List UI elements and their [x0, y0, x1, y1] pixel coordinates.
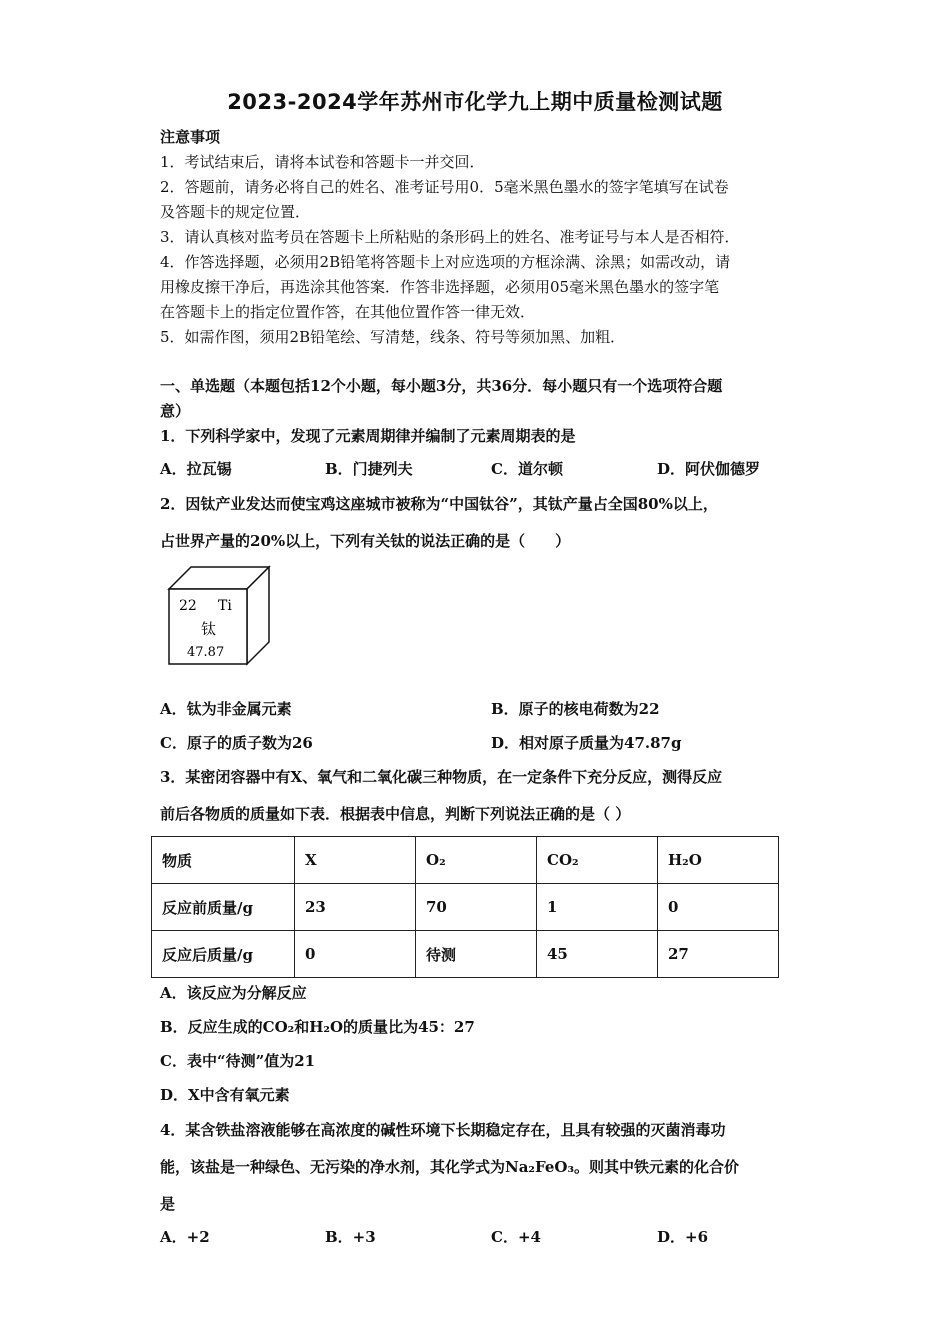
question-4-stem-end: 是: [160, 1195, 176, 1213]
q3-option-a: A．该反应为分解反应: [160, 984, 307, 1002]
notice-line: 1．考试结束后，请将本试卷和答题卡一并交回．: [160, 153, 485, 171]
q3-option-c: C．表中“待测”值为21: [160, 1052, 316, 1070]
element-symbol: Ti: [218, 598, 232, 614]
element-name: 钛: [201, 620, 217, 638]
q1-option-a: A．拉瓦锡: [160, 460, 232, 478]
question-1-stem: 1．下列科学家中，发现了元素周期律并编制了元素周期表的是: [160, 427, 576, 445]
notice-line: 3．请认真核对监考员在答题卡上所粘贴的条形码上的姓名、准考证号与本人是否相符．: [160, 228, 740, 246]
table-cell: 70: [416, 884, 537, 931]
question-4-stem: 4．某含铁盐溶液能够在高浓度的碱性环境下长期稳定存在，且具有较强的灭菌消毒功: [160, 1121, 726, 1139]
question-2-stem-cont: 占世界产量的20%以上，下列有关钛的说法正确的是（ ）: [160, 532, 571, 550]
table-cell: H₂O: [658, 837, 779, 884]
q4-option-b: B．+3: [325, 1228, 376, 1246]
table-cell: 反应前质量/g: [152, 884, 295, 931]
table-cell: 0: [658, 884, 779, 931]
q1-option-d: D．阿伏伽德罗: [657, 460, 761, 478]
notice-line: 4．作答选择题，必须用2B铅笔将答题卡上对应选项的方框涂满、涂黑；如需改动，请: [160, 253, 731, 271]
table-cell: 1: [537, 884, 658, 931]
table-row: [152, 931, 779, 978]
table-cell: 待测: [416, 931, 537, 978]
q4-option-d: D．+6: [657, 1228, 709, 1246]
q2-option-d: D．相对原子质量为47.87g: [491, 734, 682, 752]
q1-option-b: B．门捷列夫: [325, 460, 413, 478]
q4-option-a: A．+2: [160, 1228, 210, 1246]
q3-option-d: D．X中含有氧元素: [160, 1086, 290, 1104]
table-cell: 0: [295, 931, 416, 978]
table-header-row: [152, 837, 779, 884]
page-title: 2023-2024学年苏州市化学九上期中质量检测试题: [227, 90, 723, 114]
table-cell: O₂: [416, 837, 537, 884]
notice-line: 用橡皮擦干净后，再选涂其他答案．作答非选择题，必须用05毫米黑色墨水的签字笔: [160, 278, 720, 296]
element-number: 22: [179, 598, 197, 614]
q3-option-b: B．反应生成的CO₂和H₂O的质量比为45：27: [160, 1018, 475, 1036]
q2-option-b: B．原子的核电荷数为22: [491, 700, 660, 718]
notice-heading: 注意事项: [160, 128, 221, 146]
question-2-stem: 2．因钛产业发达而使宝鸡这座城市被称为“中国钛谷”，其钛产量占全国80%以上，: [160, 495, 718, 513]
section-heading-cont: 意）: [160, 402, 191, 420]
question-4-stem-cont: 能，该盐是一种绿色、无污染的净水剂，其化学式为Na₂FeO₃。则其中铁元素的化合价: [160, 1158, 740, 1176]
question-3-stem-cont: 前后各物质的质量如下表．根据表中信息，判断下列说法正确的是（ ）: [160, 805, 631, 823]
q2-option-a: A．钛为非金属元素: [160, 700, 292, 718]
table-cell: 45: [537, 931, 658, 978]
q4-option-c: C．+4: [491, 1228, 541, 1246]
table-cell: 27: [658, 931, 779, 978]
notice-line: 及答题卡的规定位置．: [160, 203, 311, 221]
notice-line: 在答题卡上的指定位置作答，在其他位置作答一律无效．: [160, 303, 536, 321]
section-heading: 一、单选题（本题包括12个小题，每小题3分，共36分．每小题只有一个选项符合题: [160, 377, 723, 395]
element-cell-figure: [166, 565, 272, 667]
notice-line: 2．答题前，请务必将自己的姓名、准考证号用0．5毫米黑色墨水的签字笔填写在试卷: [160, 178, 729, 196]
q1-option-c: C．道尔顿: [491, 460, 563, 478]
table-cell: CO₂: [537, 837, 658, 884]
q2-option-c: C．原子的质子数为26: [160, 734, 313, 752]
table-cell: X: [295, 837, 416, 884]
table-row: [152, 884, 779, 931]
table-cell: 物质: [152, 837, 295, 884]
table-cell: 23: [295, 884, 416, 931]
question-3-stem: 3．某密闭容器中有X、氧气和二氧化碳三种物质，在一定条件下充分反应，测得反应: [160, 768, 723, 786]
mass-table: [151, 836, 779, 978]
notice-line: 5．如需作图，须用2B铅笔绘、写清楚，线条、符号等须加黑、加粗．: [160, 328, 626, 346]
element-mass: 47.87: [187, 645, 225, 660]
table-cell: 反应后质量/g: [152, 931, 295, 978]
